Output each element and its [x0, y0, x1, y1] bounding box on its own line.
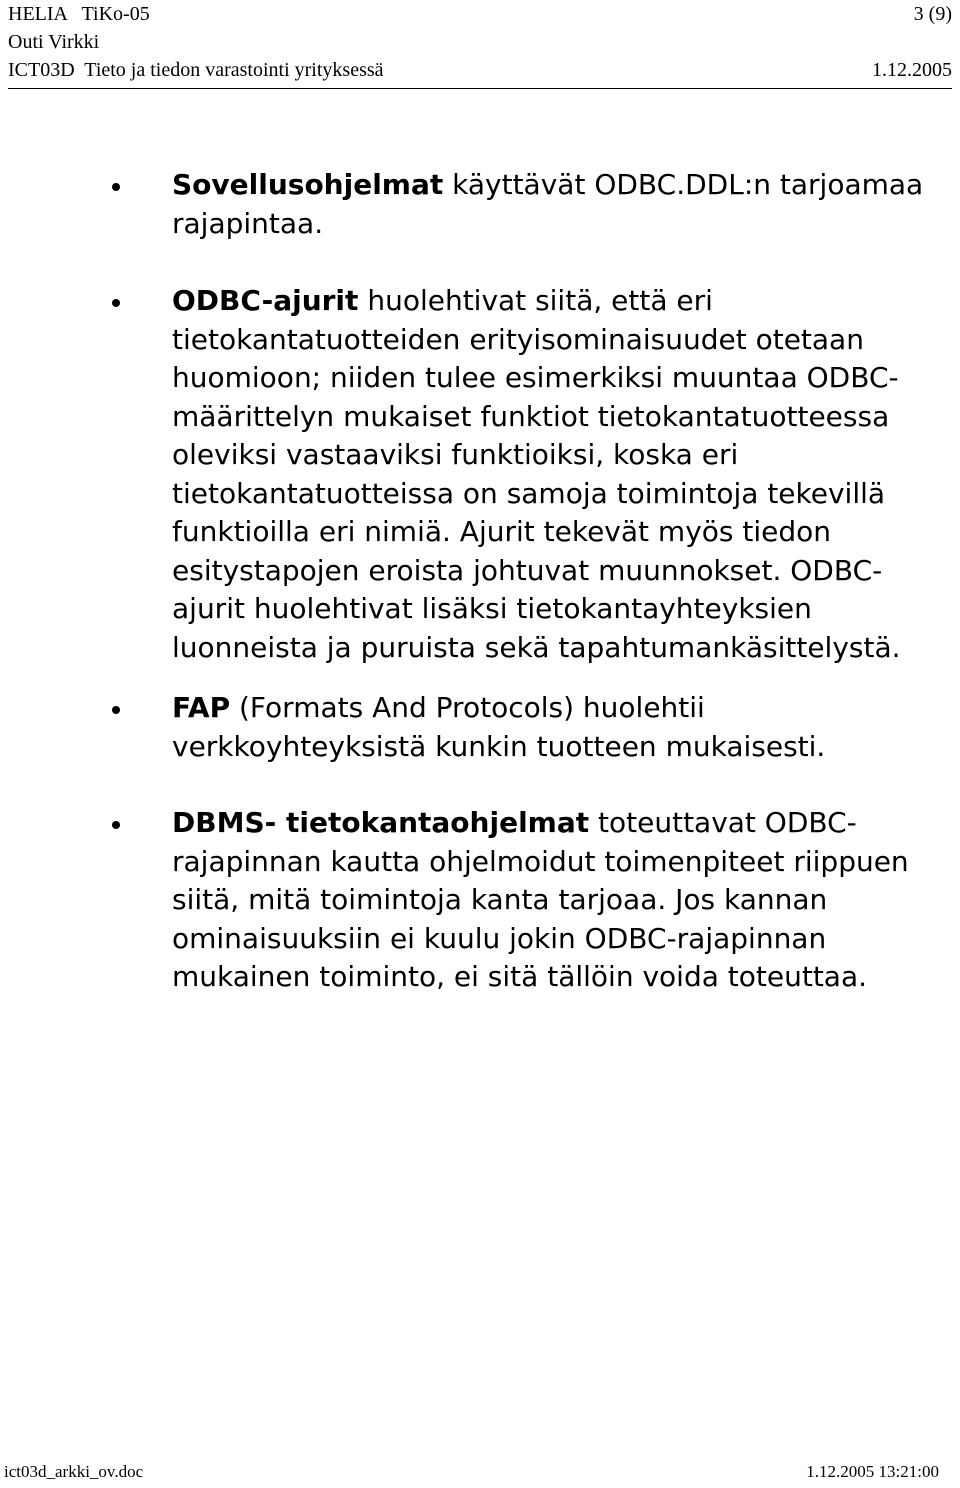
- item-term: Sovellusohjelmat: [172, 168, 444, 201]
- page-number: 3 (9): [913, 3, 952, 25]
- item-text: toteuttavat ODBC-rajapinnan kautta ohjelmoidut toimenpiteet riippuen siitä, mitä toimintoja kanta tarjoaa. Jos kannan ominaisuuksiin ei kuulu jokin ODBC-rajapinnan mukainen toiminto, ei sitä tällöin voida toteuttaa.: [172, 806, 909, 993]
- list-item: [112, 689, 942, 766]
- bullet-icon: [112, 183, 120, 191]
- item-term: FAP: [172, 691, 231, 724]
- document-title: ICT03D Tieto ja tiedon varastointi yrityksessä: [8, 59, 384, 81]
- list-item: [112, 804, 942, 997]
- list-item: [112, 282, 942, 667]
- bullet-list: [112, 166, 942, 997]
- header-row-3: [8, 56, 952, 84]
- bullet-icon: [112, 821, 120, 829]
- item-term: DBMS- tietokantaohjelmat: [172, 806, 590, 839]
- document-date: 1.12.2005: [872, 59, 952, 81]
- list-item: [112, 166, 942, 243]
- item-term: ODBC-ajurit: [172, 284, 359, 317]
- footer-filename: ict03d_arkki_ov.doc: [4, 1462, 144, 1481]
- item-text: huolehtivat siitä, että eri tietokantatuotteiden erityisominaisuudet otetaan huomioon; niiden tulee esimerkiksi muuntaa ODBC-määrittelyn mukaiset funktiot tietokantatuotteessa oleviksi vastaaviksi funktioiksi, koska eri tietokantatuotteissa on samoja toimintoja tekevillä funktioilla eri nimiä. Ajurit tekevät myös tiedon esitystapojen eroista johtuvat muunnokset. ODBC- ajurit huolehtivat lisäksi tietokantayhteyksien luonneista ja puruista sekä tapahtumankäsittelystä.: [172, 284, 901, 664]
- author-name: Outi Virkki: [8, 31, 100, 53]
- course-code: HELIA TiKo-05: [8, 3, 150, 25]
- item-text: käyttävät ODBC.DDL:n tarjoamaa rajapintaa.: [172, 168, 924, 240]
- bullet-icon: [112, 706, 120, 714]
- header-divider: [8, 88, 952, 89]
- page-footer: [4, 1462, 939, 1482]
- header-row-1: [8, 0, 952, 28]
- bullet-icon: [112, 299, 120, 307]
- footer-datetime: 1.12.2005 13:21:00: [806, 1462, 939, 1481]
- item-text: (Formats And Protocols) huolehtii verkkoyhteyksistä kunkin tuotteen mukaisesti.: [172, 691, 826, 763]
- header-row-2: [8, 28, 952, 56]
- page-header: [8, 0, 952, 84]
